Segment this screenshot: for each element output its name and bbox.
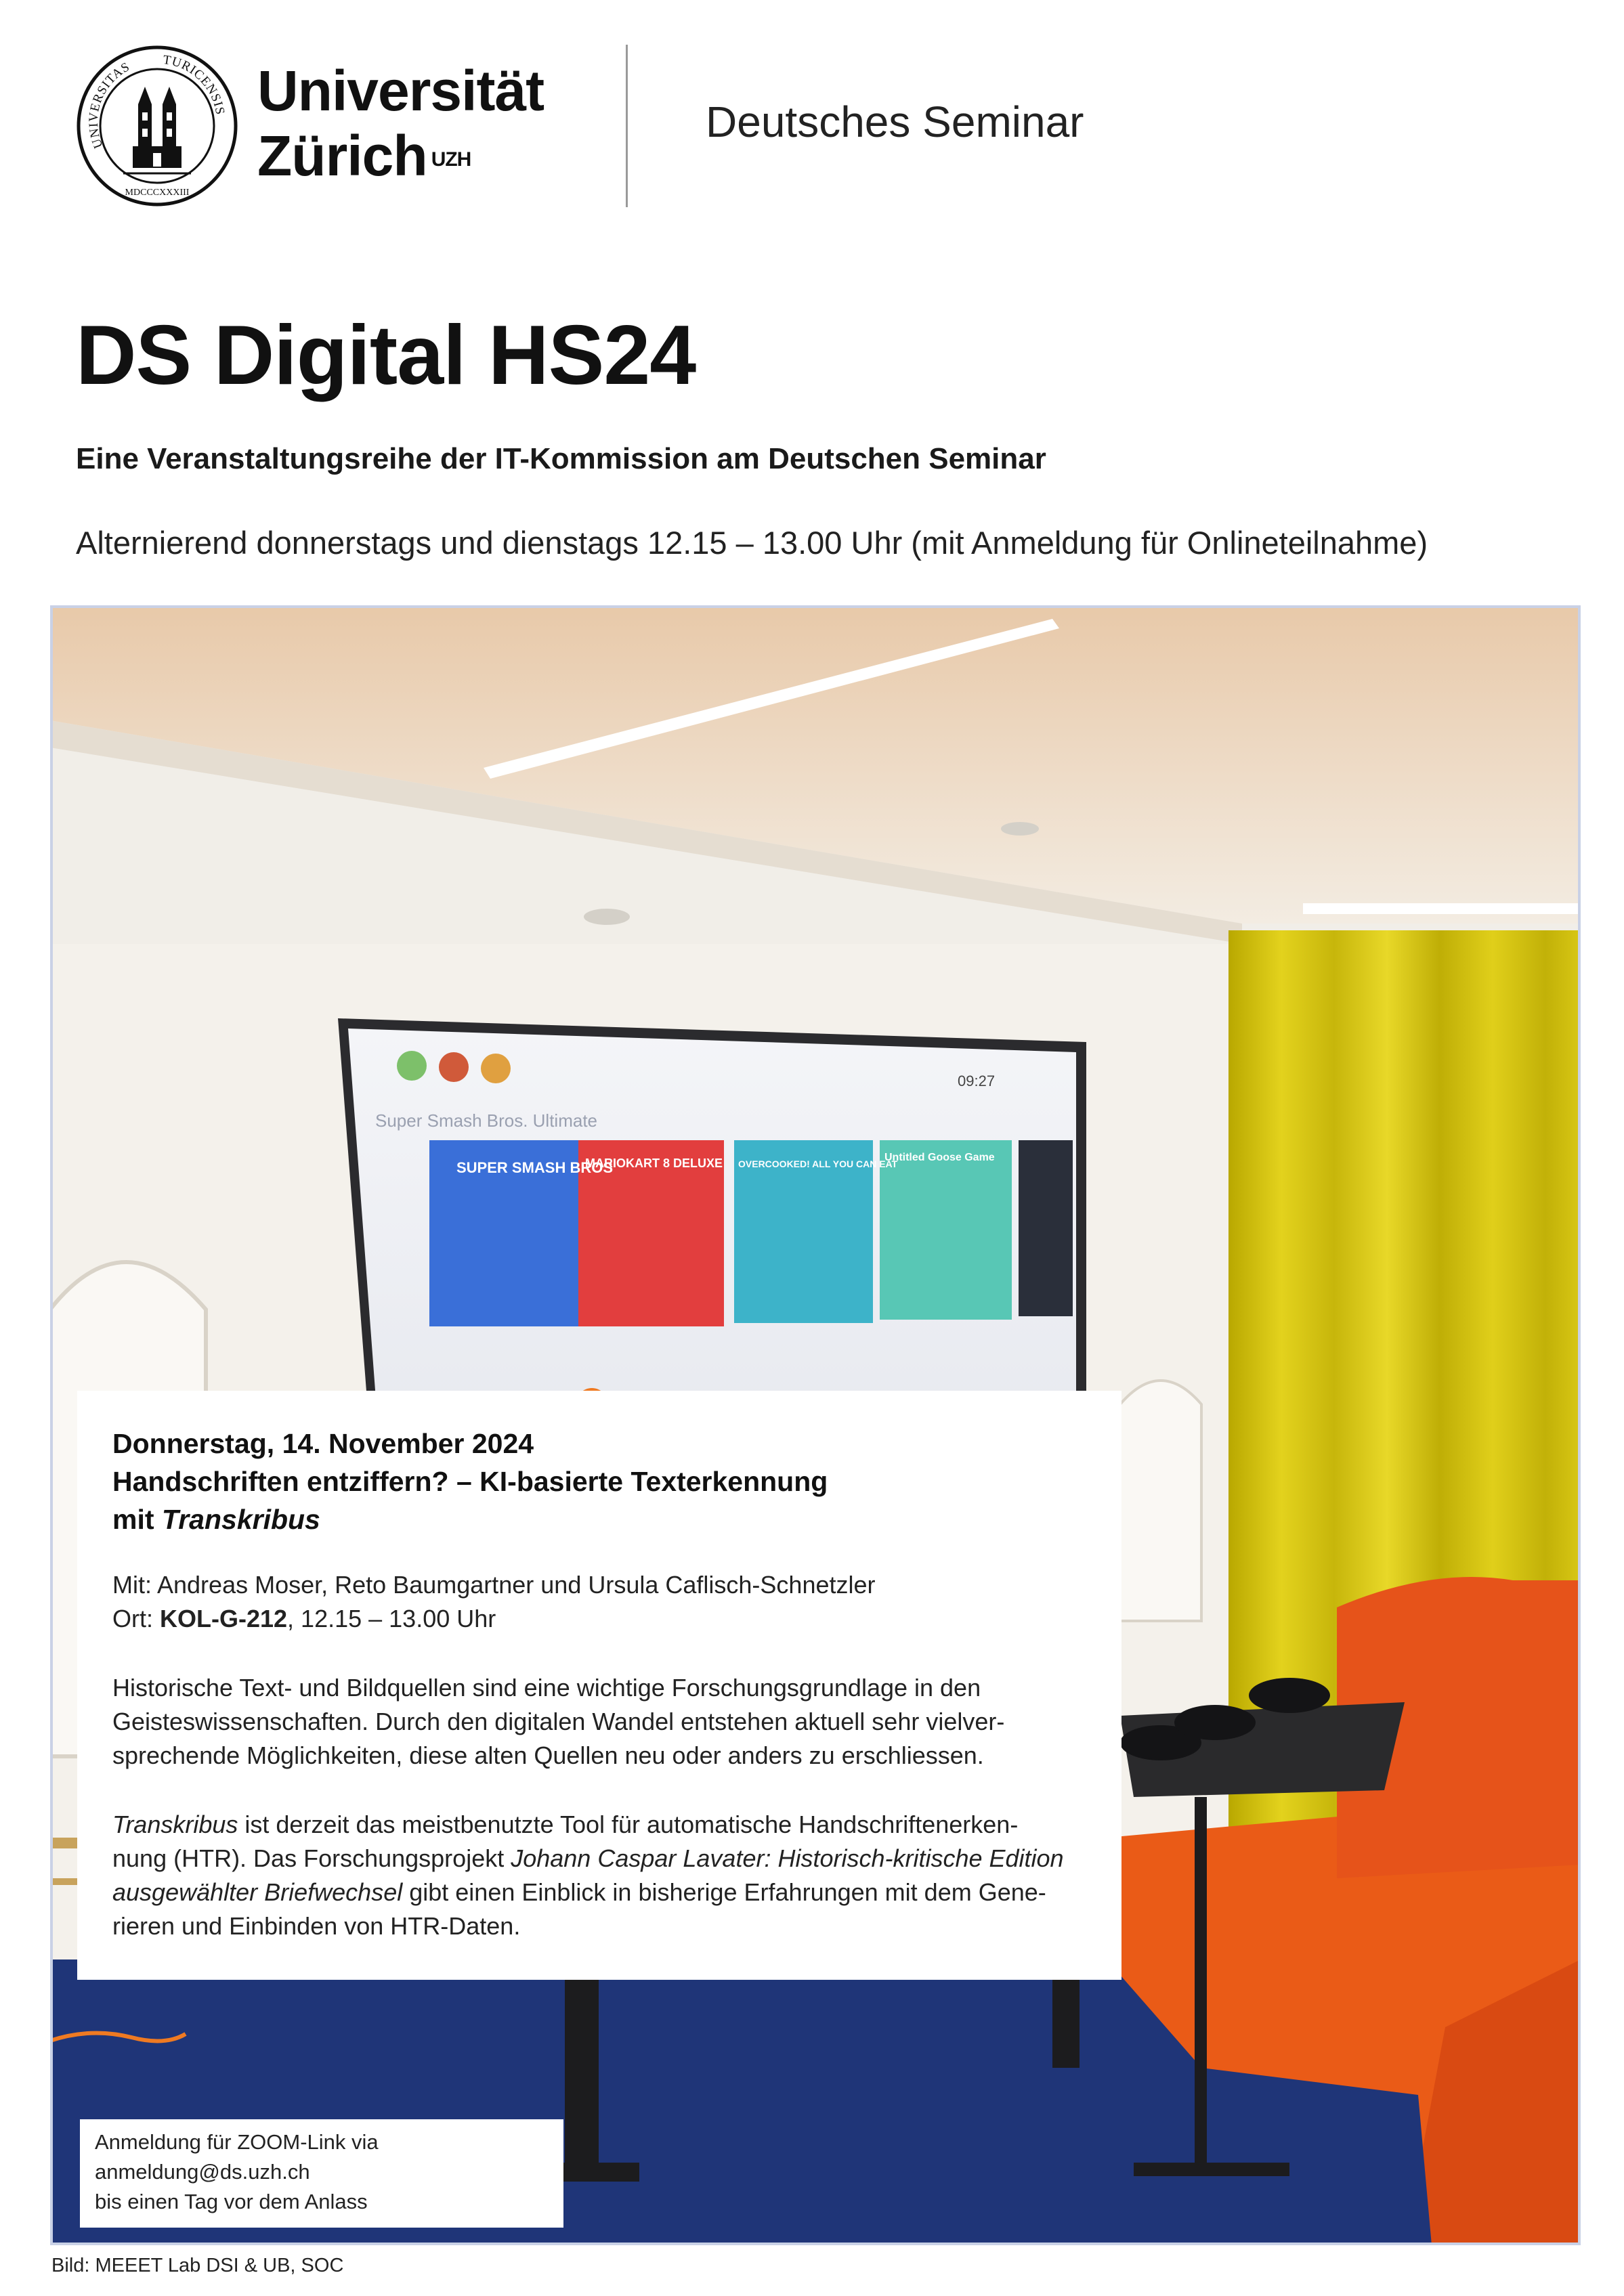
screen-heading: Super Smash Bros. Ultimate — [375, 1110, 598, 1131]
event-card — [77, 1391, 1121, 1980]
para2-l3-rest: gibt einen Einblick in bisherige Erfahrungen mit dem Gene- — [402, 1878, 1046, 1906]
para2-line3 — [112, 1876, 1086, 1909]
para2-l2-italic: Johann Caspar Lavater: Historisch-kritische Edition — [511, 1844, 1064, 1872]
event-title-line2 — [112, 1500, 1086, 1538]
para2-line2 — [112, 1842, 1086, 1876]
department-name: Deutsches Seminar — [706, 98, 1084, 146]
registration-line3: bis einen Tag vor dem Anlass — [95, 2190, 368, 2213]
screen-time: 09:27 — [958, 1073, 996, 1089]
para1-line2: Geisteswissenschaften. Durch den digitalen Wandel entstehen aktuell sehr vielver- — [112, 1708, 1005, 1735]
event-title-italic: Transkribus — [161, 1504, 320, 1535]
university-city-text: Zürich — [257, 124, 427, 188]
seal-year: MDCCCXXXIII — [125, 188, 190, 198]
para1-line1: Historische Text- und Bildquellen sind eine wichtige Forschungsgrundlage in den — [112, 1674, 981, 1702]
tile-goose: Untitled Goose Game — [884, 1152, 995, 1163]
page-title: DS Digital HS24 — [76, 309, 696, 402]
location-room: KOL-G-212 — [160, 1605, 288, 1632]
page-subtitle: Eine Veranstaltungsreihe der IT-Kommission am Deutschen Seminar — [76, 442, 1046, 475]
university-name: Universität — [257, 59, 544, 123]
para2-l2-rest: nung (HTR). Das Forschungsprojekt — [112, 1844, 511, 1872]
registration-email[interactable]: anmeldung@ds.uzh.ch — [95, 2160, 310, 2184]
seal-text-right: TURICENSIS — [162, 52, 228, 116]
university-abbr: UZH — [431, 148, 471, 171]
schedule-text: Alternierend donnerstags und dienstags 12.15 – 13.00 Uhr (mit Anmeldung für Onlineteilnahme) — [76, 525, 1428, 561]
event-location — [112, 1602, 1086, 1636]
tile-overcooked: OVERCOOKED! ALL YOU CAN EAT — [738, 1158, 898, 1169]
university-seal-logo — [76, 45, 238, 207]
event-speakers: Mit: Andreas Moser, Reto Baumgartner und Ursula Caflisch-Schnetzler — [112, 1571, 876, 1599]
event-title-prefix: mit — [112, 1504, 162, 1535]
para1-line3: sprechende Möglichkeiten, diese alten Quellen neu oder anders zu erschliessen. — [112, 1741, 984, 1769]
university-city — [257, 124, 471, 188]
seal-text-left: UNIVERSITAS — [86, 60, 133, 150]
location-label: Ort: — [112, 1605, 160, 1632]
para2-line4: rieren und Einbinden von HTR-Daten. — [112, 1912, 521, 1940]
tile-smash: SUPER SMASH BROS — [456, 1159, 614, 1176]
event-title-line1: Handschriften entziffern? – KI-basierte Texterkennung — [112, 1466, 828, 1497]
svg-text:UNIVERSITAS — [87, 60, 133, 150]
location-time: , 12.15 – 13.00 Uhr — [287, 1605, 496, 1632]
registration-line1: Anmeldung für ZOOM-Link via — [95, 2130, 379, 2154]
para2-l3-italic: ausgewählter Briefwechsel — [112, 1878, 403, 1906]
event-date: Donnerstag, 14. November 2024 — [112, 1428, 534, 1459]
tile-mariokart: MARIOKART 8 DELUXE — [585, 1156, 723, 1170]
registration-box — [80, 2119, 563, 2228]
para2-line1 — [112, 1808, 1086, 1842]
header-divider — [626, 45, 628, 207]
para2-l1-italic: Transkribus — [112, 1811, 238, 1838]
para2-l1-rest: ist derzeit das meistbenutzte Tool für automatische Handschriftenerken- — [238, 1811, 1019, 1838]
image-credit: Bild: MEEET Lab DSI & UB, SOC — [51, 2255, 344, 2276]
